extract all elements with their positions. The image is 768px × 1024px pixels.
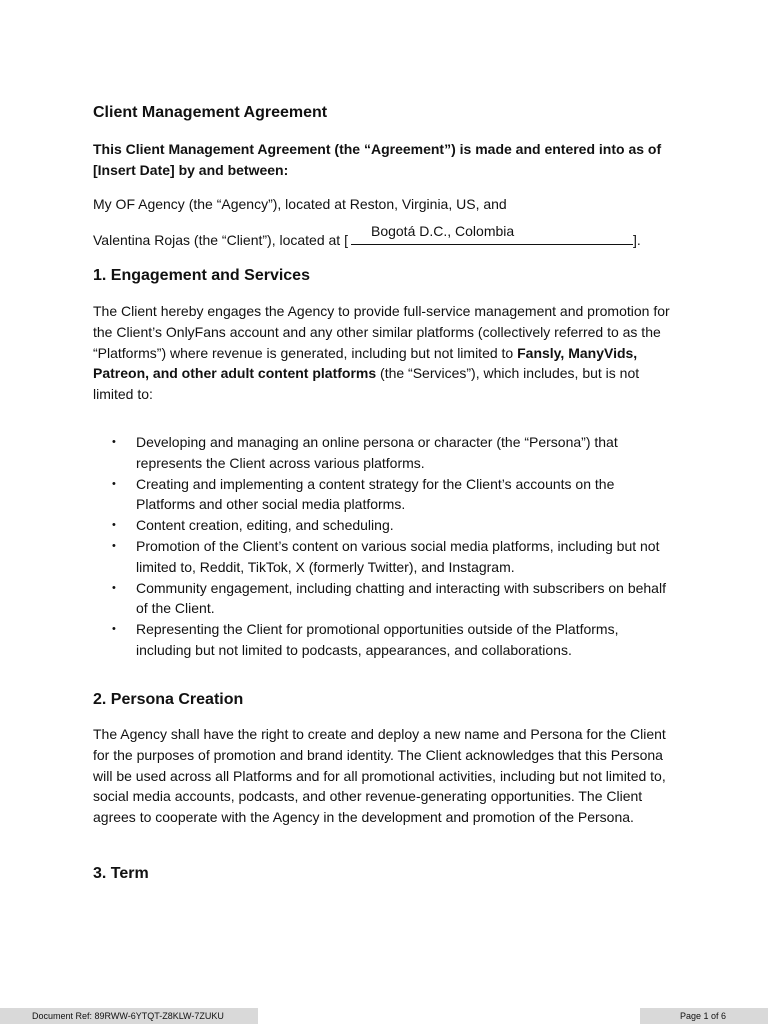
party-client-prefix: Valentina Rojas (the “Client”), located at [ [93,232,348,248]
footer-document-ref: Document Ref: 89RWW-6YTQT-Z8KLW-7ZUKU [0,1008,258,1024]
section-heading-term: 3. Term [93,865,149,882]
services-list [93,432,683,661]
bullet-icon: • [112,539,116,552]
list-item [93,432,666,474]
section-heading-engagement: 1. Engagement and Services [93,267,310,284]
list-item [93,515,666,536]
party-client-suffix: ]. [632,232,641,248]
document-title: Client Management Agreement [93,104,328,121]
party-agency: My OF Agency (the “Agency”), located at Reston, Virginia, US, and [93,196,507,212]
bullet-icon: • [112,519,116,532]
bullet-icon: • [112,623,116,636]
list-item-text: Content creation, editing, and scheduling. [136,517,394,534]
bullet-icon: • [112,581,116,594]
list-item-text: Representing the Client for promotional opportunities outside of the Platforms, including but not limited to podcasts, appearances, and collaborations. [136,621,619,658]
list-item-text: Promotion of the Client’s content on various social media platforms, including but not limited to, Reddit, TikTok, X (formerly Twitter), and Instagram. [136,537,660,575]
persona-paragraph: The Agency shall have the right to create and deploy a new name and Persona for the Client for the purposes of promotion and brand identity. The Client acknowledges that this Persona will be used across all Platforms and for all promotional activities, including but not limited to, social media accounts, podcasts, and other revenue-generating opportunities. The Client agrees to cooperate with the Agency in the development and promotion of the Persona. [93,726,666,826]
list-item [93,619,666,661]
list-item [93,578,666,620]
client-location-field[interactable] [351,223,633,245]
party-client [93,223,641,251]
section-heading-persona: 2. Persona Creation [93,691,244,708]
engagement-paragraph [93,301,683,405]
footer-page-number: Page 1 of 6 [640,1008,768,1024]
bullet-icon: • [112,436,116,448]
engagement-text-start: The Client hereby engages the Agency to provide full-service management and promotion for the Client’s OnlyFans account and any other similar platforms (collectively referred to as the “Platforms”) where revenue is generated, including but not limited to [93,303,670,361]
engagement-text-bold: Fansly, ManyVids, Patreon, and other adult content platforms [93,344,638,382]
intro-paragraph: This Client Management Agreement (the “Agreement”) is made and entered into as of [Insert Date] by and between: [93,141,662,178]
list-item [93,536,666,578]
engagement-text-end: (the “Services”), which includes, but is not limited to: [93,365,640,403]
list-item-text: Community engagement, including chatting and interacting with subscribers on behalf of the Client. [136,579,666,617]
list-item-text: Creating and implementing a content strategy for the Client’s accounts on the Platforms and other social media platforms. [136,475,615,513]
list-item-text: Developing and managing an online persona or character (the “Persona”) that represents the Client across various platforms. [136,434,618,471]
client-location-value: Bogotá D.C., Colombia [370,223,515,239]
bullet-icon: • [112,477,116,490]
list-item [93,474,666,516]
